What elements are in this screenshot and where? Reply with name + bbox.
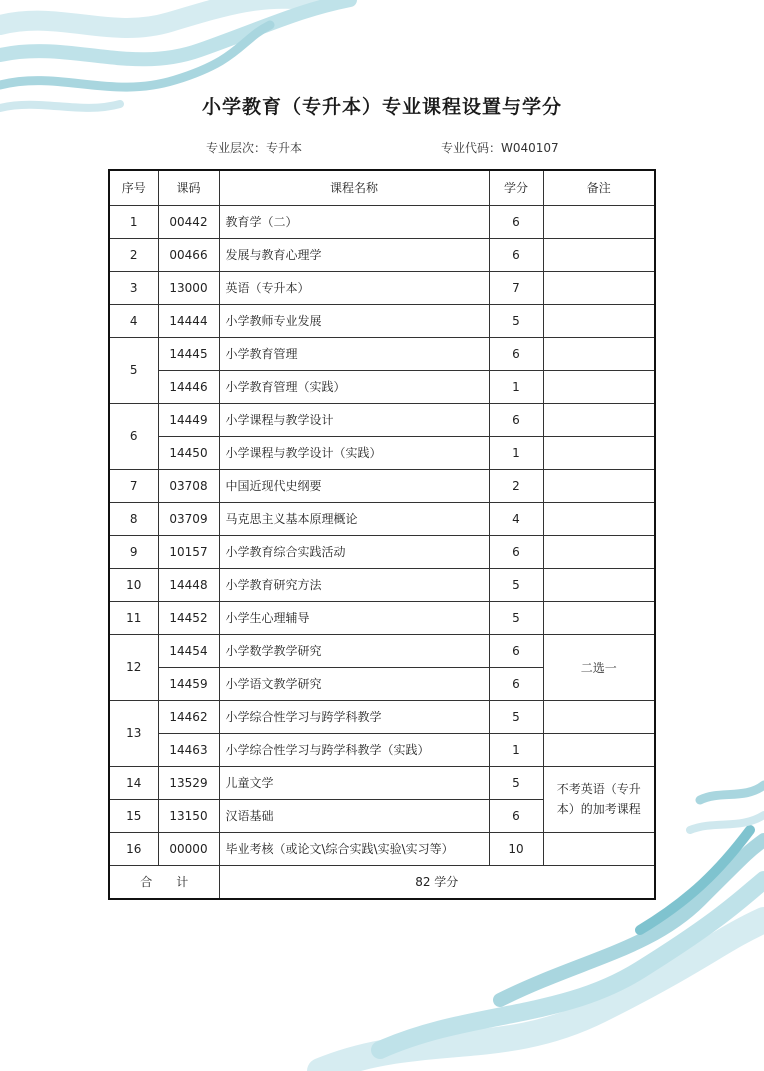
row-note [543, 436, 655, 469]
row-credit: 5 [489, 700, 543, 733]
row-no: 10 [109, 568, 158, 601]
row-credit: 4 [489, 502, 543, 535]
row-course-name: 小学教师专业发展 [219, 304, 489, 337]
row-code: 13150 [158, 799, 219, 832]
row-course-name: 儿童文学 [219, 766, 489, 799]
row-course-name: 发展与教育心理学 [219, 238, 489, 271]
row-code: 14462 [158, 700, 219, 733]
table-row [109, 568, 655, 601]
row-credit: 1 [489, 733, 543, 766]
row-course-name: 教育学（二） [219, 205, 489, 238]
row-credit: 5 [489, 766, 543, 799]
row-code: 00000 [158, 832, 219, 865]
row-note [543, 370, 655, 403]
header-code: 课码 [158, 170, 219, 205]
row-credit: 6 [489, 238, 543, 271]
row-note [543, 568, 655, 601]
row-credit: 6 [489, 799, 543, 832]
row-no: 4 [109, 304, 158, 337]
row-note [543, 304, 655, 337]
row-note [543, 700, 655, 733]
row-credit: 5 [489, 304, 543, 337]
row-code: 03708 [158, 469, 219, 502]
row-course-name: 小学教育综合实践活动 [219, 535, 489, 568]
row-credit: 1 [489, 436, 543, 469]
row-course-name: 小学课程与教学设计 [219, 403, 489, 436]
row-code: 03709 [158, 502, 219, 535]
row-note [543, 271, 655, 304]
row-course-name: 小学生心理辅导 [219, 601, 489, 634]
course-table [108, 169, 656, 900]
row-credit: 7 [489, 271, 543, 304]
table-row [109, 238, 655, 271]
total-label: 合 计 [109, 865, 219, 899]
row-code: 14446 [158, 370, 219, 403]
row-course-name: 小学综合性学习与跨学科教学（实践） [219, 733, 489, 766]
table-row [109, 832, 655, 865]
row-note [543, 238, 655, 271]
table-row [109, 403, 655, 436]
row-no: 14 [109, 766, 158, 799]
row-credit: 5 [489, 568, 543, 601]
row-no: 12 [109, 634, 158, 700]
table-row [109, 502, 655, 535]
row-credit: 5 [489, 601, 543, 634]
row-no: 13 [109, 700, 158, 766]
row-credit: 6 [489, 403, 543, 436]
row-note [543, 502, 655, 535]
row-code: 14452 [158, 601, 219, 634]
row-credit: 6 [489, 667, 543, 700]
row-no: 5 [109, 337, 158, 403]
row-code: 00466 [158, 238, 219, 271]
row-code: 14448 [158, 568, 219, 601]
row-note [543, 733, 655, 766]
row-course-name: 汉语基础 [219, 799, 489, 832]
row-note [543, 337, 655, 370]
total-value: 82 学分 [219, 865, 655, 899]
row-no: 11 [109, 601, 158, 634]
row-code: 10157 [158, 535, 219, 568]
header-no: 序号 [109, 170, 158, 205]
row-course-name: 中国近现代史纲要 [219, 469, 489, 502]
row-code: 13529 [158, 766, 219, 799]
row-credit: 6 [489, 205, 543, 238]
major-code: 专业代码：W040107 [441, 141, 559, 155]
row-no: 15 [109, 799, 158, 832]
page-title: 小学教育（专升本）专业课程设置与学分 [201, 96, 562, 118]
row-code: 14445 [158, 337, 219, 370]
table-header-row [109, 170, 655, 205]
note-extra-exam: 不考英语（专升本）的加考课程 [543, 766, 655, 832]
table-row [109, 337, 655, 370]
row-no: 16 [109, 832, 158, 865]
table-row [109, 766, 655, 799]
row-code: 14463 [158, 733, 219, 766]
table-row [109, 700, 655, 733]
table-row [109, 634, 655, 667]
row-note [543, 832, 655, 865]
total-row [109, 865, 655, 899]
header-credit: 学分 [489, 170, 543, 205]
row-credit: 6 [489, 535, 543, 568]
row-no: 7 [109, 469, 158, 502]
row-note [543, 601, 655, 634]
row-code: 00442 [158, 205, 219, 238]
row-note [543, 205, 655, 238]
row-credit: 1 [489, 370, 543, 403]
row-no: 8 [109, 502, 158, 535]
table-row [109, 601, 655, 634]
row-course-name: 小学教育管理（实践） [219, 370, 489, 403]
row-credit: 6 [489, 337, 543, 370]
row-note [543, 535, 655, 568]
row-course-name: 小学教育研究方法 [219, 568, 489, 601]
table-row [109, 370, 655, 403]
header-note: 备注 [543, 170, 655, 205]
row-course-name: 小学数学教学研究 [219, 634, 489, 667]
table-row [109, 304, 655, 337]
row-credit: 2 [489, 469, 543, 502]
row-no: 9 [109, 535, 158, 568]
row-no: 3 [109, 271, 158, 304]
row-course-name: 马克思主义基本原理概论 [219, 502, 489, 535]
row-no: 2 [109, 238, 158, 271]
row-code: 14454 [158, 634, 219, 667]
row-course-name: 小学语文教学研究 [219, 667, 489, 700]
table-row [109, 436, 655, 469]
note-choose-one: 二选一 [543, 634, 655, 700]
table-row [109, 733, 655, 766]
row-no: 1 [109, 205, 158, 238]
row-note [543, 469, 655, 502]
row-course-name: 小学综合性学习与跨学科教学 [219, 700, 489, 733]
row-credit: 6 [489, 634, 543, 667]
table-row [109, 469, 655, 502]
row-course-name: 小学教育管理 [219, 337, 489, 370]
table-row [109, 205, 655, 238]
row-code: 14450 [158, 436, 219, 469]
row-course-name: 毕业考核（或论文\综合实践\实验\实习等） [219, 832, 489, 865]
row-code: 14444 [158, 304, 219, 337]
table-row [109, 271, 655, 304]
header-name: 课程名称 [219, 170, 489, 205]
row-course-name: 英语（专升本） [219, 271, 489, 304]
row-code: 14459 [158, 667, 219, 700]
row-no: 6 [109, 403, 158, 469]
row-note [543, 403, 655, 436]
row-code: 13000 [158, 271, 219, 304]
row-course-name: 小学课程与教学设计（实践） [219, 436, 489, 469]
table-row [109, 535, 655, 568]
major-level: 专业层次：专升本 [206, 141, 303, 155]
row-code: 14449 [158, 403, 219, 436]
row-credit: 10 [489, 832, 543, 865]
